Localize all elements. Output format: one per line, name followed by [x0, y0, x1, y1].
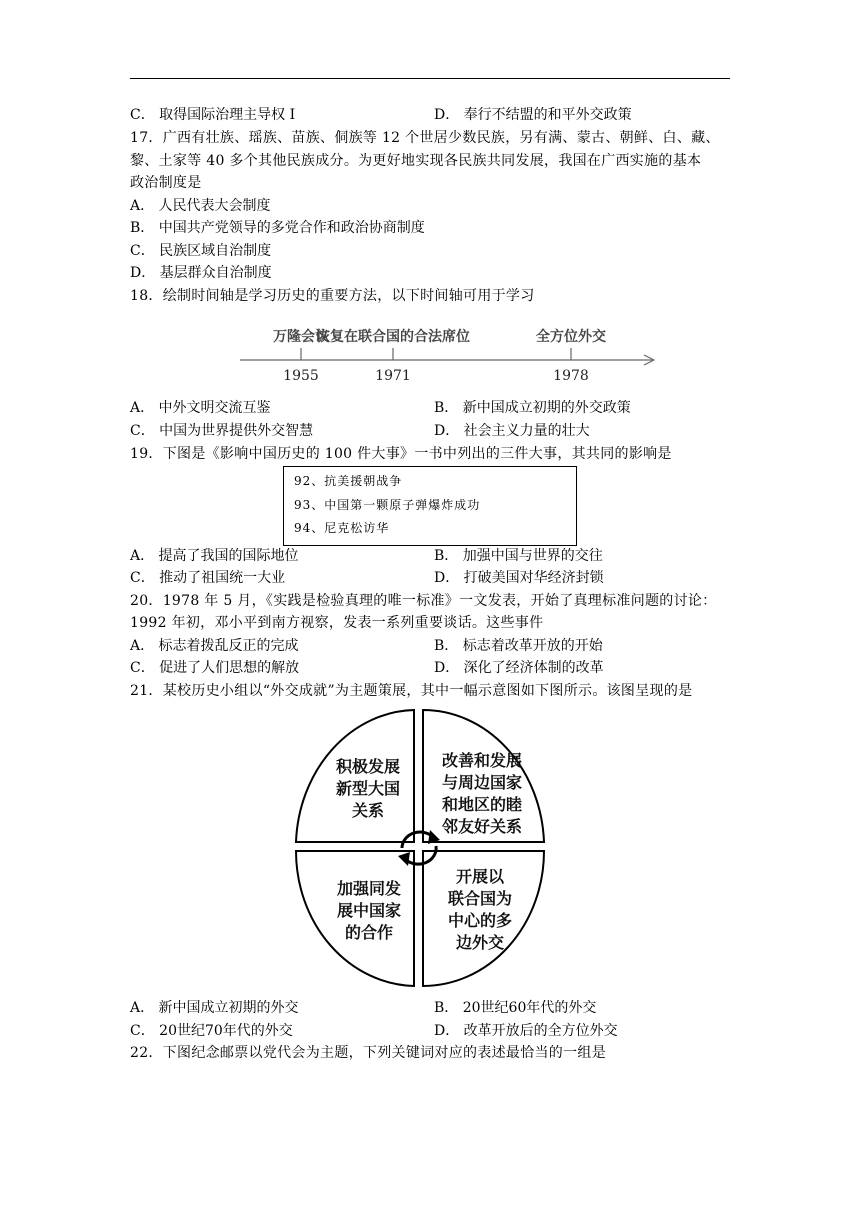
q21-option-c[interactable]: C． 20世纪70年代的外交: [130, 1023, 293, 1039]
q18-stem: 18．绘制时间轴是学习历史的重要方法，以下时间轴可用于学习: [130, 288, 535, 304]
q19-option-a[interactable]: A． 提高了我国的国际地位: [130, 548, 299, 564]
q17-option-d[interactable]: D． 基层群众自治制度: [130, 265, 272, 281]
q17-stem-line3: 政治制度是: [130, 175, 202, 191]
q21-option-d[interactable]: D． 改革开放后的全方位外交: [434, 1023, 618, 1039]
header-rule: [130, 78, 730, 79]
q19-stem: 19．下图是《影响中国历史的 100 件大事》一书中列出的三件大事，其共同的影响是: [130, 446, 672, 462]
quad-developing-countries: 加强同发 展中国家 的合作: [336, 879, 401, 942]
q18-option-a[interactable]: A． 中外文明交流互鉴: [130, 400, 271, 416]
q19-event-box: [283, 466, 577, 546]
timeline-label-omni-diplomacy: 全方位外交: [536, 329, 606, 345]
timeline-label-bandung: 万隆会议: [273, 329, 329, 345]
q18-option-d[interactable]: D． 社会主义力量的壮大: [434, 423, 590, 439]
q20-stem-line1: 20．1978 年 5 月，《实践是检验真理的唯一标准》一文发表，开始了真理标准问题的讨论：: [130, 593, 717, 609]
q21-stem: 21．某校历史小组以“外交成就”为主题策展，其中一幅示意图如下图所示。该图呈现的是: [130, 683, 693, 699]
q20-option-a[interactable]: A． 标志着拨乱反正的完成: [130, 638, 299, 654]
q17-option-c[interactable]: C． 民族区域自治制度: [130, 243, 272, 259]
q16-option-d[interactable]: D． 奉行不结盟的和平外交政策: [434, 107, 632, 123]
q17-stem-line1: 17．广西有壮族、瑶族、苗族、侗族等 12 个世居少数民族，另有满、蒙古、朝鲜、白、藏、: [130, 130, 720, 146]
q17-stem-line2: 黎、土家等 40 多个其他民族成分。为更好地实现各民族共同发展，我国在广西实施的基本: [130, 153, 702, 169]
q20-stem-line2: 1992 年初，邓小平到南方视察，发表一系列重要谈话。这些事件: [130, 615, 544, 631]
q19-event-3: 94、尼克松访华: [294, 521, 390, 535]
q20-option-b[interactable]: B． 标志着改革开放的开始: [434, 638, 603, 654]
q21-diplomacy-diagram: [294, 706, 546, 988]
timeline-year-1971: 1971: [375, 368, 411, 384]
quad-un-multilateral: 开展以 联合国为 中心的多 边外交: [447, 867, 512, 952]
q18-option-b[interactable]: B． 新中国成立初期的外交政策: [434, 400, 631, 416]
q19-option-d[interactable]: D． 打破美国对华经济封锁: [434, 570, 604, 586]
q19-option-c[interactable]: C． 推动了祖国统一大业: [130, 570, 286, 586]
timeline-label-un-seat: 恢复在联合国的合法席位: [316, 329, 470, 345]
timeline-year-1978: 1978: [553, 368, 589, 384]
q21-option-b[interactable]: B． 20世纪60年代的外交: [434, 1000, 597, 1016]
quad-major-power-relations: 积极发展 新型大国 关系: [335, 757, 400, 820]
q18-timeline: [240, 318, 660, 390]
quad-neighbor-relations: 改善和发展 与周边国家 和地区的睦 邻友好关系: [441, 751, 522, 836]
q19-event-2: 93、中国第一颗原子弹爆炸成功: [294, 498, 481, 512]
q21-option-a[interactable]: A． 新中国成立初期的外交: [130, 1000, 299, 1016]
q19-event-1: 92、抗美援朝战争: [294, 474, 403, 488]
q18-option-c[interactable]: C． 中国为世界提供外交智慧: [130, 423, 314, 439]
q20-option-d[interactable]: D． 深化了经济体制的改革: [434, 660, 604, 676]
q20-option-c[interactable]: C． 促进了人们思想的解放: [130, 660, 300, 676]
timeline-year-1955: 1955: [283, 368, 319, 384]
q17-option-a[interactable]: A． 人民代表大会制度: [130, 198, 271, 214]
q19-option-b[interactable]: B． 加强中国与世界的交往: [434, 548, 603, 564]
q17-option-b[interactable]: B． 中国共产党领导的多党合作和政治协商制度: [130, 220, 425, 236]
q22-stem: 22．下图纪念邮票以党代会为主题，下列关键词对应的表述最恰当的一组是: [130, 1045, 607, 1061]
q16-option-c[interactable]: C． 取得国际治理主导权 I: [130, 107, 296, 123]
